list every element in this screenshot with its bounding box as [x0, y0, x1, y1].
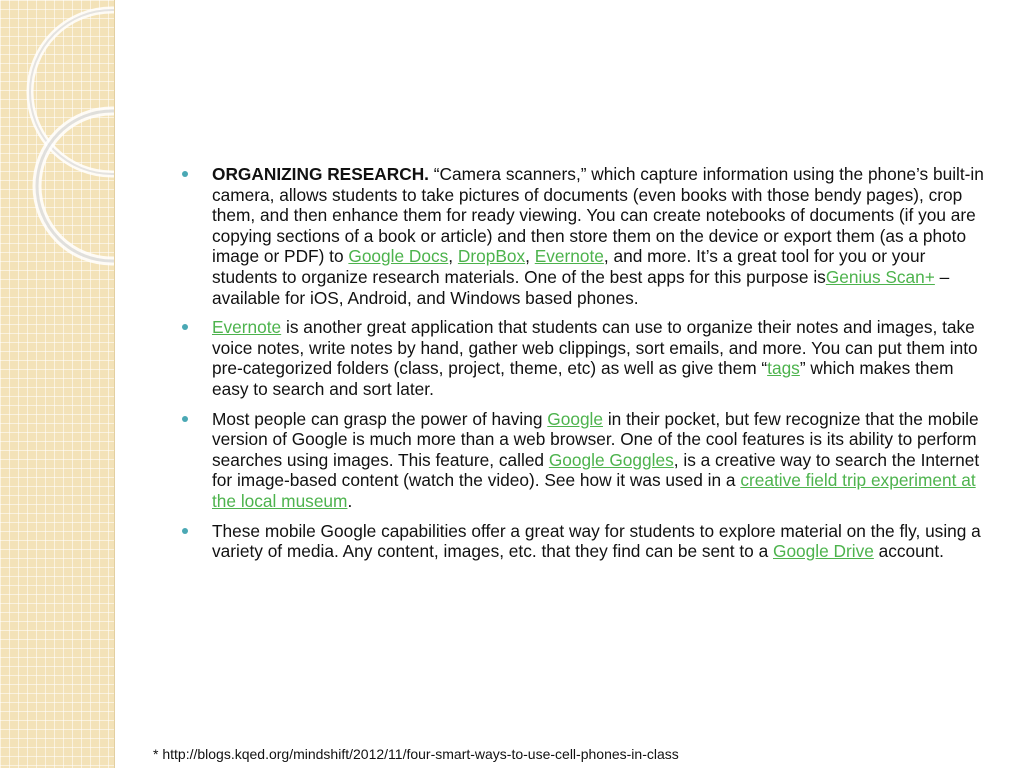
link-google[interactable]: Google	[547, 408, 604, 429]
link-google-docs[interactable]: Google Docs	[348, 246, 449, 267]
slide-content	[182, 164, 994, 571]
text: Most people can grasp the power of having	[212, 408, 548, 429]
link-google-goggles[interactable]: Google Goggles	[548, 449, 674, 470]
link-evernote[interactable]: Evernote	[212, 317, 282, 338]
bullet-list	[182, 164, 994, 562]
text: , and more. It’s a great tool for you or your students to organize research materials. One of the best apps for this purpose is	[212, 246, 926, 287]
decorative-side-panel	[0, 0, 115, 768]
text: ,	[525, 246, 535, 267]
decorative-circles	[0, 0, 114, 768]
link-evernote[interactable]: Evernote	[534, 246, 604, 267]
link-google-drive[interactable]: Google Drive	[773, 541, 874, 562]
text: .	[347, 490, 353, 511]
link-dropbox[interactable]: DropBox	[457, 246, 526, 267]
text: ,	[448, 246, 458, 267]
text: – available for iOS, Android, and Windows based phones.	[212, 266, 950, 308]
bullet-icon	[182, 416, 188, 422]
text: in their pocket, but few recognize that the mobile version of Google is much more than a web browser. One of the cool features is its ability to perform searches using images. This feature, called	[212, 408, 979, 470]
text: is another great application that students can use to organize their notes and images, take voice notes, write notes by hand, gather web clippings, sort emails, and more. You can put them into pre-categorized folders (class, project, theme, etc) as well as give them “	[212, 317, 978, 379]
link-tags[interactable]: tags	[767, 358, 800, 379]
bullet-google-drive	[182, 521, 994, 562]
link-field-trip-experiment[interactable]: creative field trip experiment at the local museum	[212, 470, 976, 511]
bullet-icon	[182, 171, 188, 177]
bullet-icon	[182, 528, 188, 534]
bullet-heading: ORGANIZING RESEARCH.	[212, 164, 429, 184]
bullet-icon	[182, 324, 188, 330]
bullet-organizing-research	[182, 164, 994, 308]
text: These mobile Google capabilities offer a great way for students to explore material on the fly, using a variety of media. Any content, images, etc. that they find can be sent to a	[212, 520, 981, 562]
text: “Camera scanners,” which capture information using the phone’s built-in camera, allows students to take pictures of documents (even books with those bendy pages), crop them, and then enhance them for ready viewing. You can create notebooks of documents (if you are copying sections of a book or article) and then store them on the device or export them (as a photo image or PDF) to	[212, 164, 984, 267]
text: , is a creative way to search the Internet for image-based content (watch the video). See how it was used in a	[212, 449, 980, 491]
text: account.	[873, 541, 944, 562]
text: ” which makes them easy to search and sort later.	[212, 358, 954, 399]
link-genius-scan[interactable]: Genius Scan+	[825, 266, 935, 287]
bullet-evernote	[182, 317, 994, 399]
bullet-google	[182, 409, 994, 512]
source-footnote: * http://blogs.kqed.org/mindshift/2012/11/four-smart-ways-to-use-cell-phones-in-class	[153, 746, 679, 762]
